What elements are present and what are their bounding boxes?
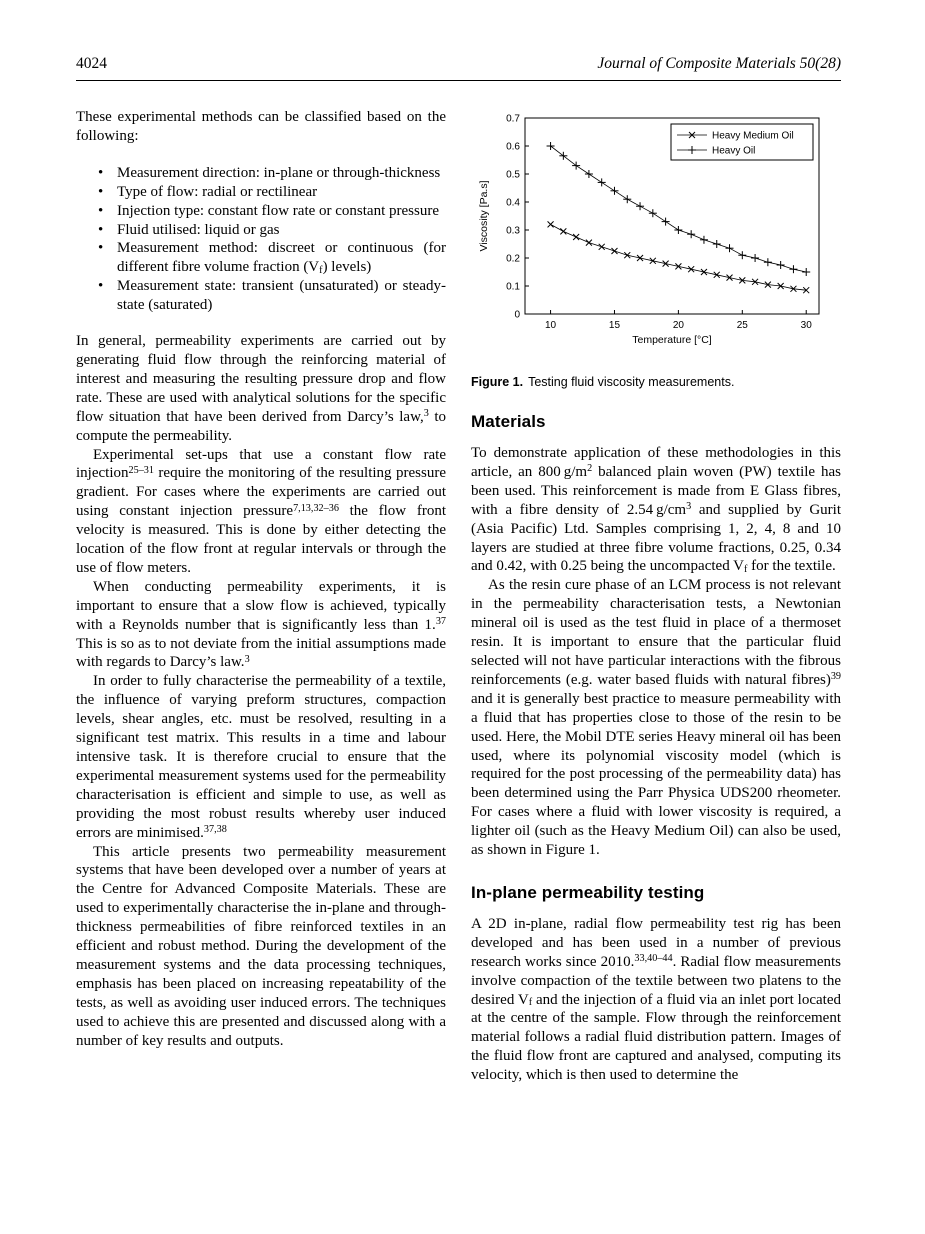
viscosity-chart-svg <box>475 108 827 358</box>
svg-text:0.2: 0.2 <box>506 253 520 265</box>
figure-1 <box>471 108 841 389</box>
materials-paragraphs <box>471 444 841 860</box>
bullet-item: • Measurement direction: in-plane or through-thickness <box>76 164 446 183</box>
paragraph: In order to fully characterise the permeability of a textile, the influence of varying preform structures, compaction levels, shear angles, etc. must be resolved, resulting in a significant test matrix. This results in a time and labour intensive task. It is therefore crucial to ensure that the experimental measurement systems used for the permeability characterisation is efficient and simple to use, as well as providing the most robust results whereby user induced errors are minimised.$^{37,38}$ <box>76 673 446 841</box>
svg-text:20: 20 <box>672 320 684 331</box>
svg-text:0.4: 0.4 <box>506 197 520 209</box>
paragraph: Experimental set-ups that use a constant flow rate injection$^{25-31}$ require the monitoring of the resulting pressure gradient. For cases where the experiments are carried out using constant injection pressure$^{7,13,32-36}$ the flow front velocity is measured. This is done by either detecting the location of the flow front at regular intervals or through the use of flow meters. <box>76 446 446 576</box>
inplane-paragraphs <box>471 915 841 1085</box>
page-number: 4024 <box>76 55 107 72</box>
svg-text:0.5: 0.5 <box>506 169 520 181</box>
left-body-paragraphs <box>76 332 446 1050</box>
figure-1-caption <box>471 375 841 389</box>
figure-caption-text: Testing fluid viscosity measurements. <box>528 375 735 389</box>
bullet-item: • Injection type: constant flow rate or constant pressure <box>76 202 446 221</box>
left-column <box>76 108 446 1085</box>
paragraph: When conducting permeability experiments, it is important to ensure that a slow flow is achieved, typically with a Reynolds number that is significantly less than 1.37 This is so as to not deviate from the initial assumptions made with regards to Darcy’s law.$^3$ <box>76 578 446 671</box>
bullet-item: • Measurement method: discreet or continuous (for different fibre volume fraction $(V_f)$ levels) <box>76 239 446 277</box>
figure-caption-label: Figure 1. <box>471 375 524 389</box>
paragraph: As the resin cure phase of an LCM process is not relevant in the permeability characterisation tests, a Newtonian mineral oil is used as the test fluid in place of a thermoset resin. It is important to ensure that the particular fluid selected will not have particular interactions with the fibrous reinforcements (e.g. water based fluids with natural fibres)$^{39}$ and it is generally best practice to measure permeability with a fluid that has properties close to those of the resin to be used. Here, the Mobil DTE series Heavy mineral oil has been used, where its polynomial viscosity model (which is required for the post processing of the permeability data) has been determined using the Parr Physica UDS200 rheometer. For cases where a fluid with lower viscosity is required, a lighter oil (such as the Heavy Medium Oil) can also be used, as shown in Figure 1. <box>471 577 841 859</box>
paragraph: In general, permeability experiments are carried out by generating fluid flow through the reinforcing material of interest and measuring the resulting pressure drop and flow rate. These are used with analytical solutions for the specific flow situation that have been derived from Darcy’s law,$^3$ to compute the permeability. <box>76 333 446 444</box>
svg-text:Heavy Oil: Heavy Oil <box>712 145 756 157</box>
right-column <box>471 108 841 1085</box>
svg-text:10: 10 <box>545 320 557 331</box>
svg-text:0.3: 0.3 <box>506 225 520 237</box>
viscosity-chart <box>475 108 827 363</box>
bullet-item: • Fluid utilised: liquid or gas <box>76 221 446 240</box>
page-header <box>76 55 841 81</box>
svg-text:30: 30 <box>800 320 812 331</box>
svg-text:15: 15 <box>608 320 621 331</box>
svg-text:25: 25 <box>736 320 748 331</box>
materials-heading: Materials <box>471 412 546 431</box>
svg-text:0.1: 0.1 <box>506 281 520 293</box>
svg-text:Temperature [°C]: Temperature [°C] <box>632 334 712 346</box>
two-column-body <box>76 108 841 1085</box>
svg-text:0: 0 <box>514 309 520 321</box>
methods-bullet-list <box>76 164 446 315</box>
bullet-item: • Type of flow: radial or rectilinear <box>76 183 446 202</box>
svg-text:0.6: 0.6 <box>506 141 520 153</box>
inplane-heading: In-plane permeability testing <box>471 882 705 902</box>
intro-paragraph: These experimental methods can be classified based on the following: <box>76 109 446 144</box>
svg-text:0.7: 0.7 <box>506 113 520 125</box>
paragraph: To demonstrate application of these methodologies in this article, an 800 $g/m^2$ balanced plain woven (PW) textile has been used. This reinforcement is made from E Glass fibres, with a fibre density of 2.54 $g/cm^3$ and supplied by Gurit (Asia Pacific) Ltd. Samples comprising 1, 2, 4, 8 and 10 layers are studied at three fibre volume fractions, 0.25, 0.34 and 0.42, with 0.25 being the uncompacted $V_f$ for the textile. <box>471 445 841 576</box>
svg-text:Viscosity [Pa.s]: Viscosity [Pa.s] <box>478 180 490 252</box>
journal-title: Journal of Composite Materials 50(28) <box>597 55 841 72</box>
paragraph: A 2D in-plane, radial flow permeability test rig has been developed and has been used in a number of previous research works since 2010.$^{33,40-44}$. Radial flow measurements involve compaction of the textile between two platens to the desired $V_f$ and the injection of a fluid via an inlet port located at the centre of the sample. Flow through the reinforcement material follows a radial fluid distribution pattern. Images of the fluid flow front are captured and analysed, computing its velocity, which is then used to determine the <box>471 915 841 1084</box>
bullet-item: • Measurement state: transient (unsaturated) or steady-state (saturated) <box>76 277 446 315</box>
svg-text:Heavy Medium Oil: Heavy Medium Oil <box>712 130 794 142</box>
paragraph: This article presents two permeability measurement systems that have been developed over a number of years at the Centre for Advanced Composite Materials. These are used to experimentally characterise the in-plane and through-thickness permeabilities of fibre reinforced textiles in an efficient and robust method. During the development of the measurement systems and the data processing techniques, emphasis has been placed on increasing repeatability of the tests, as well as avoiding user induced errors. The techniques used to achieve this are presented and discussed along with a number of key results and outputs. <box>76 843 446 1049</box>
